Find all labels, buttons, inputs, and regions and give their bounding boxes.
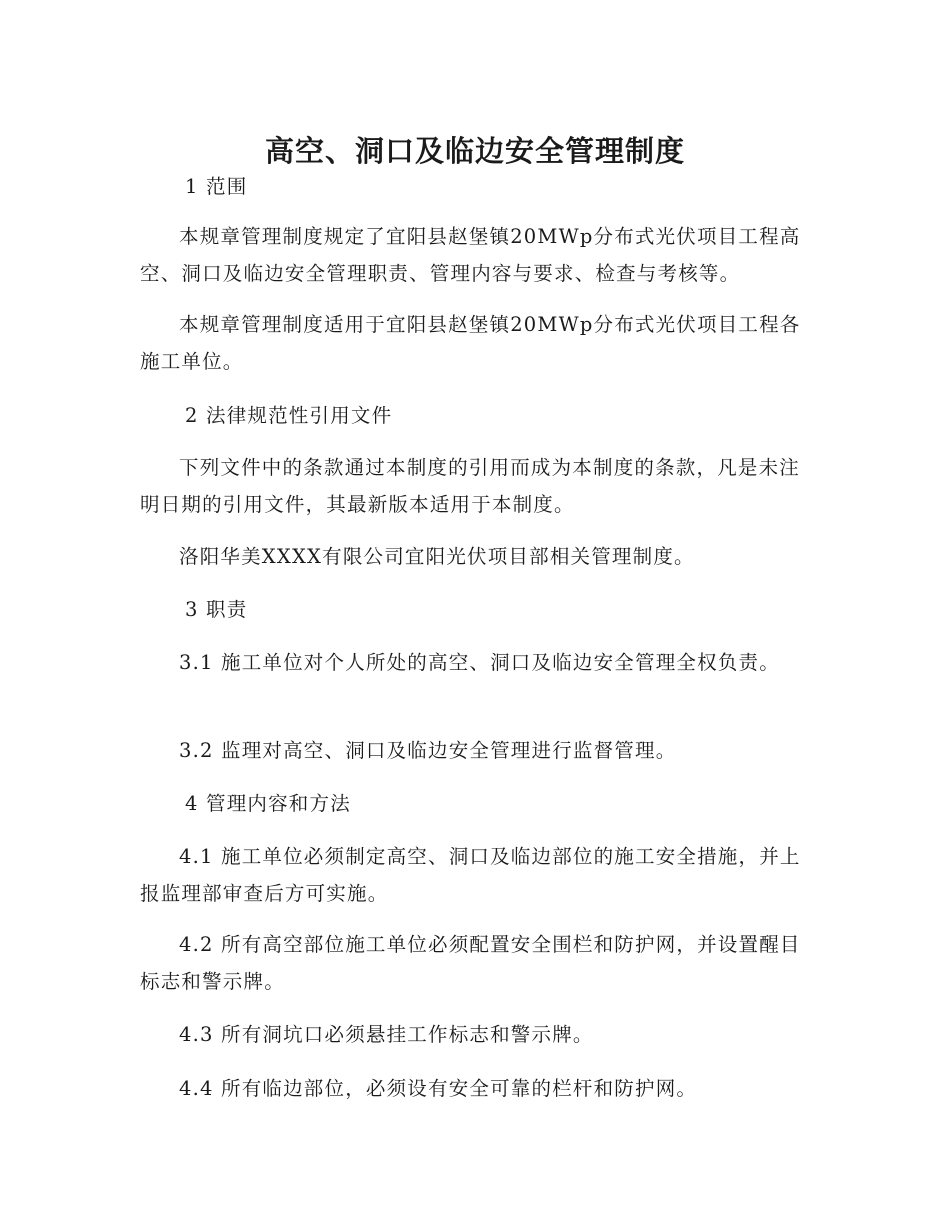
- clause-4-4: 4.4 所有临边部位，必须设有安全可靠的栏杆和防护网。: [179, 1077, 698, 1100]
- paragraph-scope-definition: 本规章管理制度规定了宜阳县赵堡镇20MWp分布式光伏项目工程高空、洞口及临边安全管理职责、管理内容与要求、检查与考核等。: [140, 225, 801, 285]
- paragraph-references-company: 洛阳华美XXXX有限公司宜阳光伏项目部相关管理制度。: [179, 545, 695, 568]
- clause-4-2: 4.2 所有高空部位施工单位必须配置安全围栏和防护网，并设置醒目标志和警示牌。: [140, 933, 801, 993]
- section-heading-references: 2 法律规范性引用文件: [185, 404, 393, 427]
- section-heading-management: 4 管理内容和方法: [185, 792, 351, 815]
- clause-3-2: 3.2 监理对高空、洞口及临边安全管理进行监督管理。: [179, 739, 677, 762]
- document-title: 高空、洞口及临边安全管理制度: [264, 134, 685, 169]
- paragraph-scope-applicability: 本规章管理制度适用于宜阳县赵堡镇20MWp分布式光伏项目工程各施工单位。: [140, 313, 801, 373]
- section-heading-scope: 1 范围: [185, 175, 248, 198]
- clause-3-1: 3.1 施工单位对个人所处的高空、洞口及临边安全管理全权负责。: [179, 651, 780, 674]
- paragraph-references-clause: 下列文件中的条款通过本制度的引用而成为本制度的条款，凡是未注明日期的引用文件，其最新版本适用于本制度。: [140, 456, 801, 516]
- clause-4-1: 4.1 施工单位必须制定高空、洞口及临边部位的施工安全措施，并上报监理部审查后方可实施。: [140, 845, 801, 905]
- clause-4-3: 4.3 所有洞坑口必须悬挂工作标志和警示牌。: [179, 1023, 594, 1046]
- section-heading-responsibilities: 3 职责: [185, 598, 248, 621]
